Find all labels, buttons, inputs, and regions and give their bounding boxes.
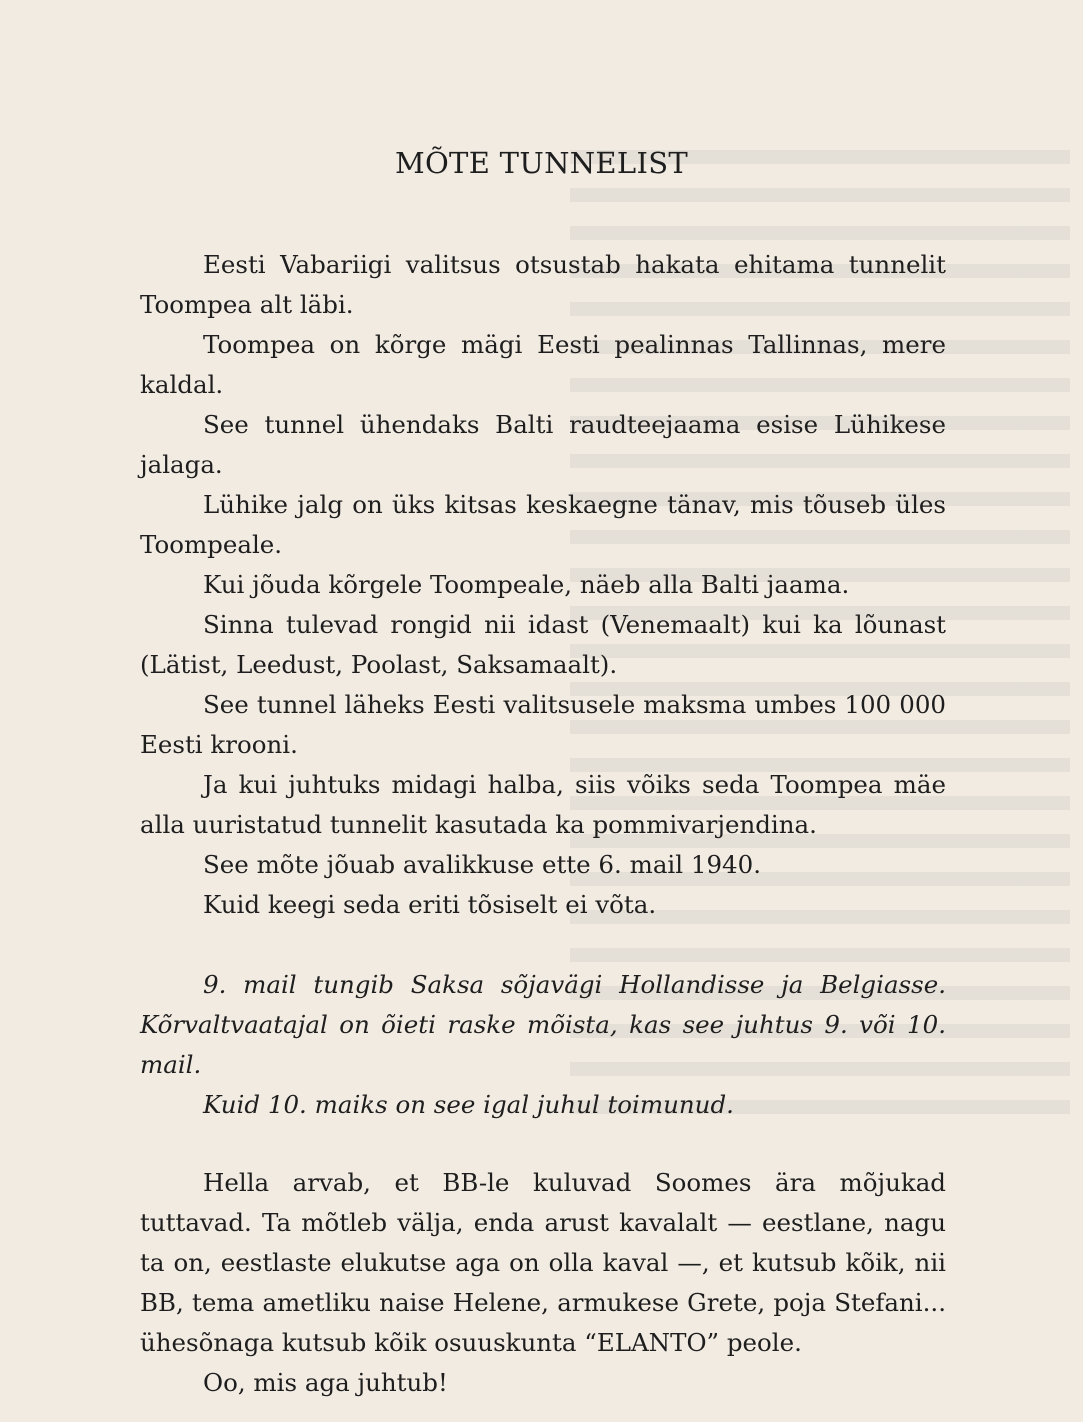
paragraph: See tunnel ühendaks Balti raudteejaama esise Lühikese jalaga. xyxy=(140,410,946,479)
chapter-body xyxy=(140,245,946,1403)
paragraph: Ja kui juhtuks midagi halba, siis võiks seda Toompea mäe alla uuristatud tunnelit kasutada ka pommivarjendina. xyxy=(140,770,946,839)
chapter-title: MÕTE TUNNELIST xyxy=(394,146,689,180)
italic-paragraph: Kuid 10. maiks on see igal juhul toimunud. xyxy=(203,1090,734,1119)
section-break xyxy=(140,1125,946,1163)
paragraph: Toompea on kõrge mägi Eesti pealinnas Tallinnas, mere kaldal. xyxy=(140,330,946,399)
paragraph: Oo, mis aga juhtub! xyxy=(203,1368,448,1397)
paragraph: See tunnel läheks Eesti valitsusele maksma umbes 100 000 Eesti krooni. xyxy=(140,690,946,759)
paragraph: Sinna tulevad rongid nii idast (Venemaalt) kui ka lõunast (Lätist, Leedust, Poolast, Saksamaalt). xyxy=(140,610,946,679)
paragraph: Hella arvab, et BB-le kuluvad Soomes ära mõjukad tuttavad. Ta mõtleb välja, enda arust kavalalt — eestlane, nagu ta on, eestlaste elukutse aga on olla kaval —, et kutsub kõik, nii BB, tema ametliku naise Helene, armukese Grete, poja Stefani... ühesõnaga kutsub kõik osuuskunta “ELANTO” peole. xyxy=(140,1168,946,1357)
section-break xyxy=(140,925,946,965)
italic-paragraph: 9. mail tungib Saksa sõjavägi Hollandisse ja Belgiasse. Kõrvaltvaatajal on õieti raske mõista, kas see juhtus 9. või 10. mail. xyxy=(140,970,946,1079)
paragraph: Kui jõuda kõrgele Toompeale, näeb alla Balti jaama. xyxy=(203,570,850,599)
paragraph: Eesti Vabariigi valitsus otsustab hakata ehitama tunnelit Toompea alt läbi. xyxy=(140,250,946,319)
paragraph: Kuid keegi seda eriti tõsiselt ei võta. xyxy=(203,890,657,919)
paragraph: Lühike jalg on üks kitsas keskaegne tänav, mis tõuseb üles Toompeale. xyxy=(140,490,946,559)
paragraph: See mõte jõuab avalikkuse ette 6. mail 1940. xyxy=(203,850,762,879)
